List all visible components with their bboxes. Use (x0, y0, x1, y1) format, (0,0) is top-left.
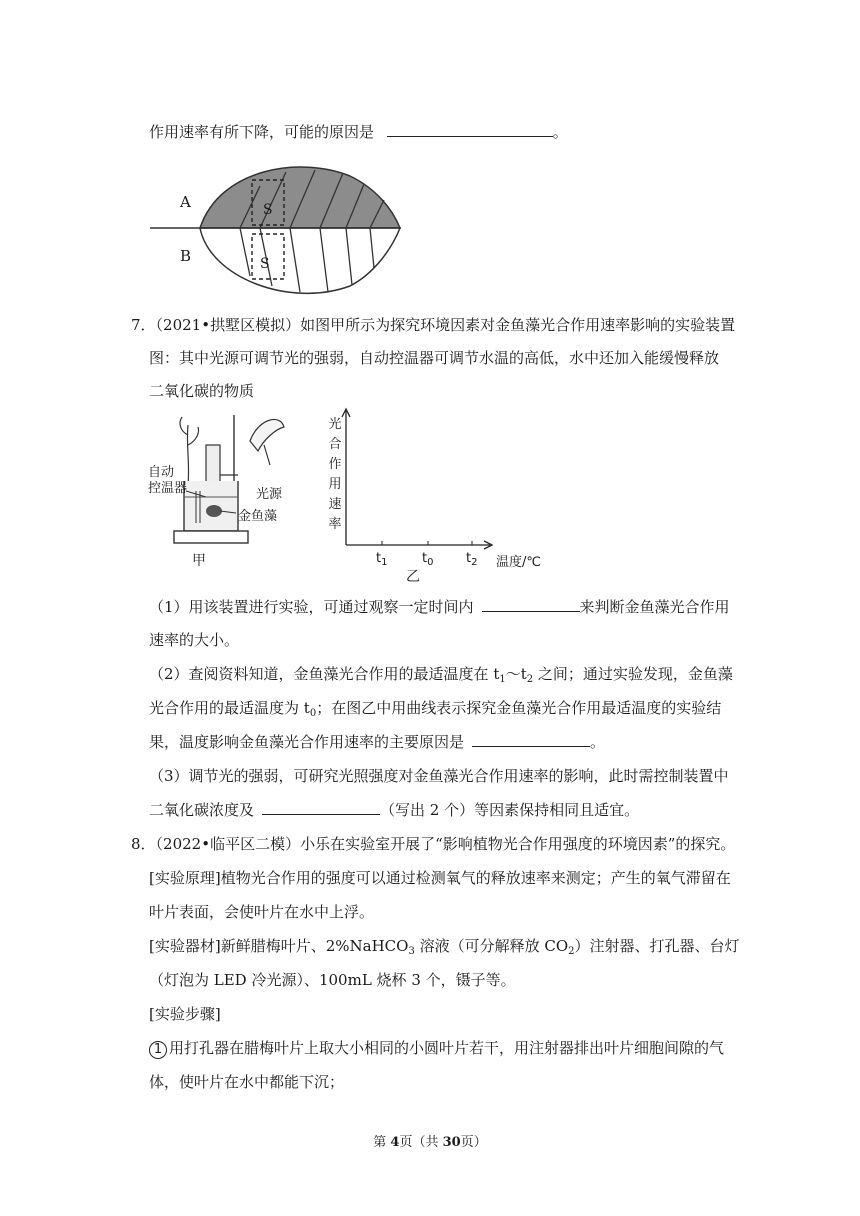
label-s-top: S (263, 202, 273, 218)
q7-part1-line2: 速率的大小。 (149, 631, 240, 649)
label-light-source: 光源 (256, 487, 283, 502)
y-label-char: 作 (328, 457, 342, 472)
page-total: 30 (442, 1135, 461, 1150)
page-number: 4 (390, 1135, 400, 1150)
q7-part2-line1: （2）查阅资料知道，金鱼藻光合作用的最适温度在 $t_1\sim t_2$ 之间；通过实验发现，金鱼藻 (149, 665, 733, 685)
leaf-figure (150, 158, 410, 308)
q7-line-2: 图：其中光源可调节光的强弱，自动控温器可调节水温的高低，水中还加入能缓慢释放 (149, 349, 720, 367)
y-label-char: 光 (328, 417, 342, 432)
label-s-bottom: S (260, 256, 270, 272)
apparatus-figure (146, 405, 306, 570)
q8-step1-line2: 体，使叶片在水中都能下沉； (149, 1073, 345, 1091)
q6-tail-text: 作用速率有所下降，可能的原因是 (149, 123, 375, 141)
tick-t2: $t_2$ (466, 551, 478, 568)
q6-tail-end: 。 (552, 123, 568, 141)
step-number-badge: 1 (149, 1041, 167, 1059)
q7-part1-line1: （1）用该装置进行实验，可通过观察一定时间内 来判断金鱼藻光合作用 (149, 598, 730, 616)
y-axis-label (326, 415, 344, 535)
y-label-char: 速 (328, 497, 342, 512)
answer-blank[interactable] (262, 800, 380, 815)
q8-line-6: [实验步骤] (149, 1005, 221, 1023)
answer-blank[interactable] (387, 122, 553, 137)
label-a: A (180, 193, 191, 211)
y-label-char: 率 (328, 517, 342, 532)
q7-part2-line2: 光合作用的最适温度为 $t_0$；在图乙中用曲线表示探究金鱼藻光合作用最适温度的实验结 (149, 699, 722, 719)
answer-blank[interactable] (472, 732, 590, 747)
q8-line-3: 叶片表面，会使叶片在水中上浮。 (149, 903, 375, 921)
y-label-char: 用 (328, 477, 342, 492)
axes-figure (320, 405, 560, 585)
label-weed: 金鱼藻 (238, 509, 278, 524)
q8-line-1: 8．（2022•临平区二模）小乐在实验室开展了“影响植物光合作用强度的环境因素”的探究。 (131, 835, 736, 853)
q8-line-2: [实验原理]植物光合作用的强度可以通过检测氧气的释放速率来测定；产生的氧气滞留在 (149, 869, 731, 887)
q7-part2-line3: 果，温度影响金鱼藻光合作用速率的主要原因是 。 (149, 733, 606, 751)
q7-line-1: 7．（2021•拱墅区模拟）如图甲所示为探究环境因素对金鱼藻光合作用速率影响的实验装置 (131, 316, 736, 334)
q8-line-5: （灯泡为 LED 冷光源）、100mL 烧杯 3 个，镊子等。 (149, 971, 516, 989)
label-b: B (180, 247, 192, 265)
tick-t1: $t_1$ (376, 551, 388, 568)
page-footer: 第 4页（共 30页） (373, 1135, 487, 1150)
caption-yi: 乙 (406, 569, 420, 585)
answer-blank[interactable] (482, 597, 580, 612)
q6-tail-line (149, 122, 568, 142)
y-label-char: 合 (328, 437, 342, 452)
q7-part3-line1: （3）调节光的强弱，可研究光照强度对金鱼藻光合作用速率的影响，此时需控制装置中 (149, 767, 729, 785)
q8-line-4: [实验器材]新鲜腊梅叶片、2%NaHCO$_3$ 溶液（可分解释放 $CO_2$）注射器、打孔器、台灯 (149, 937, 740, 957)
q7-part3-line2: 二氧化碳浓度及 （写出 2 个）等因素保持相同且适宜。 (149, 801, 640, 819)
x-axis-label: 温度/℃ (496, 555, 541, 570)
tick-t0: $t_0$ (422, 551, 434, 568)
q8-step1-line1: 1 用打孔器在腊梅叶片上取大小相同的小圆叶片若干，用注射器排出叶片细胞间隙的气 (149, 1038, 724, 1059)
caption-jia: 甲 (192, 553, 206, 569)
q7-line-3: 二氧化碳的物质 (149, 382, 255, 400)
label-controller: 自动 控温器 (148, 465, 188, 496)
